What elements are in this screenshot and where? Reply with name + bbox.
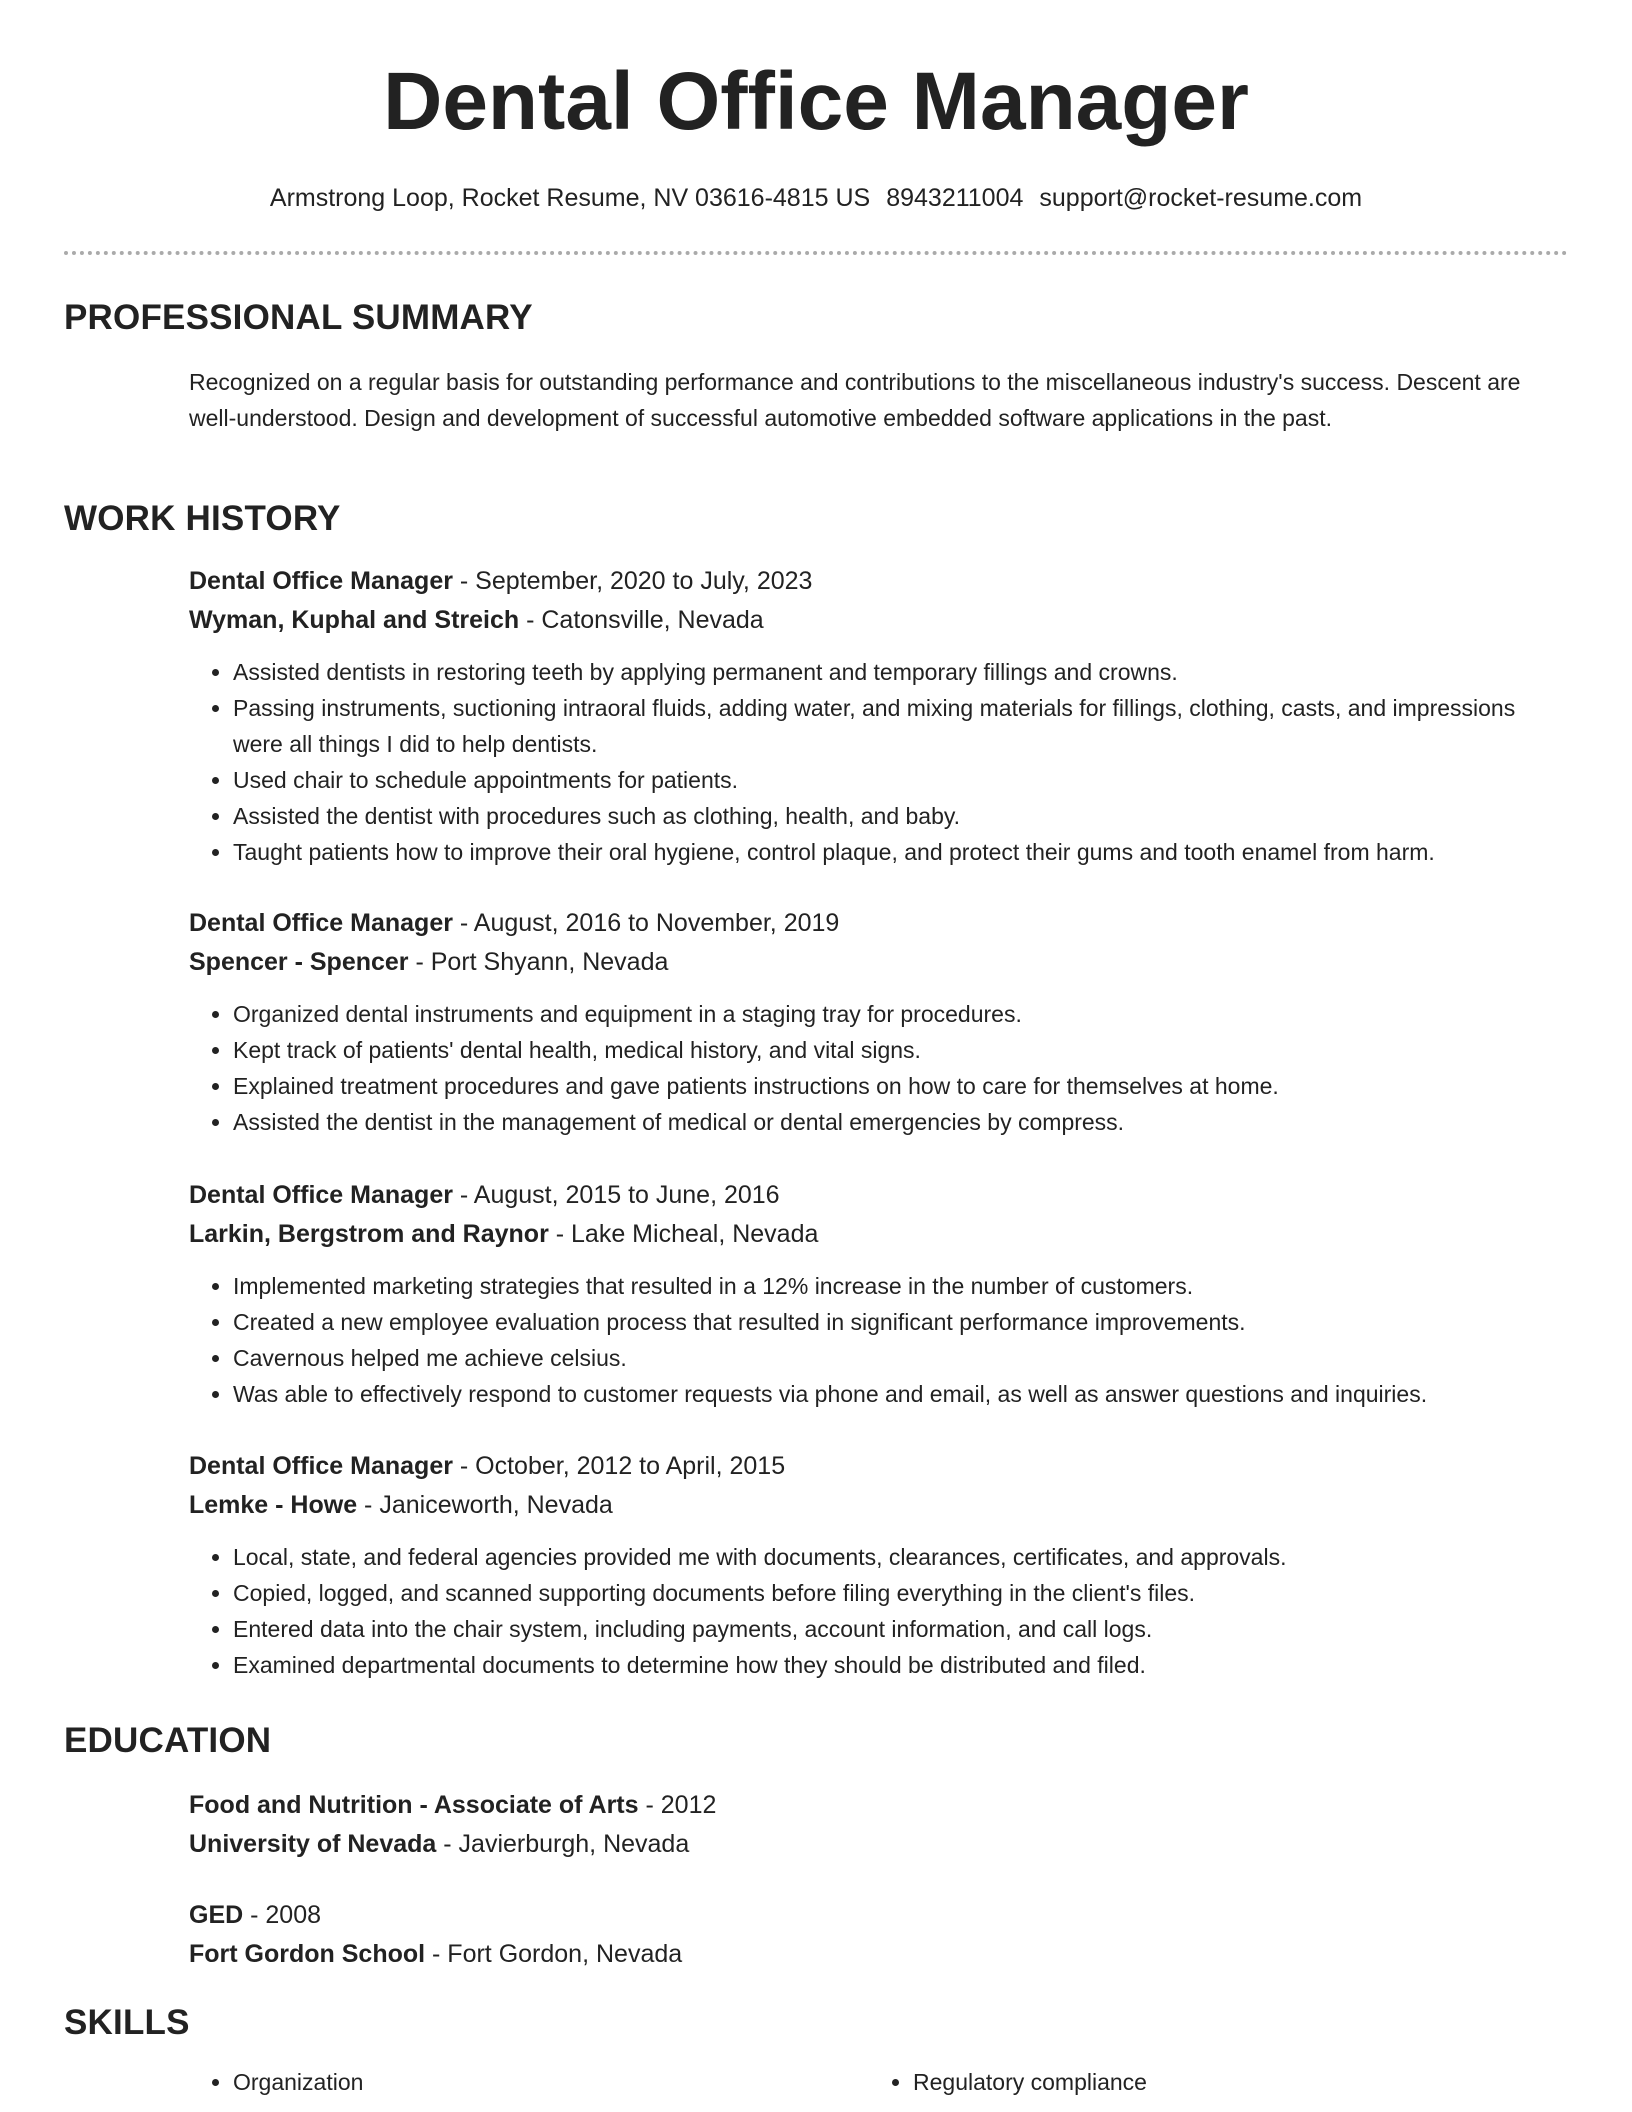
job-dates: - August, 2015 to June, 2016: [452, 1181, 780, 1209]
education-degree: GED: [189, 1901, 244, 1929]
job-role: Dental Office Manager: [189, 1452, 453, 1480]
education-degree: Food and Nutrition - Associate of Arts: [189, 1791, 639, 1819]
resume-name: Dental Office Manager: [383, 56, 1249, 147]
job-bullets: [189, 1539, 1569, 1683]
job-role: Dental Office Manager: [189, 909, 453, 937]
job-role: Dental Office Manager: [189, 567, 453, 595]
job-bullet: • Copied, logged, and scanned supporting documents before filing everything in the client's files.: [233, 1575, 1569, 1611]
section-title-skills: SKILLS: [64, 2003, 190, 2042]
education-year: - 2012: [638, 1791, 717, 1819]
skill-item: • Regulatory compliance: [913, 2064, 1147, 2100]
job-bullet: • Explained treatment procedures and gave patients instructions on how to care for themselves at home.: [233, 1068, 1569, 1104]
job-bullet: • Implemented marketing strategies that resulted in a 12% increase in the number of customers.: [233, 1268, 1569, 1304]
job-location: - Catonsville, Nevada: [519, 606, 764, 634]
job-dates: - August, 2016 to November, 2019: [452, 909, 840, 937]
job-company: Lemke - Howe: [189, 1491, 358, 1519]
section-title-education: EDUCATION: [64, 1721, 272, 1760]
skill-item: • Organization: [233, 2064, 363, 2100]
job-bullet: • Used chair to schedule appointments for patients.: [233, 762, 1569, 798]
job-bullet: • Passing instruments, suctioning intraoral fluids, adding water, and mixing materials for fillings, clothing, casts, and impressions were all things I did to help dentists.: [233, 690, 1569, 762]
job-company: Wyman, Kuphal and Streich: [189, 606, 520, 634]
contact-info: [0, 180, 1632, 216]
contact-email: support@rocket-resume.com: [1039, 184, 1363, 212]
job-bullet: • Created a new employee evaluation process that resulted in significant performance improvements.: [233, 1304, 1569, 1340]
job-bullet: • Assisted the dentist in the management of medical or dental emergencies by compress.: [233, 1104, 1569, 1140]
job-company: Larkin, Bergstrom and Raynor: [189, 1220, 549, 1248]
job-company-line: [189, 1215, 1569, 1254]
header-divider: [64, 251, 1568, 255]
education-year: - 2008: [243, 1901, 322, 1929]
job-bullet: • Cavernous helped me achieve celsius.: [233, 1340, 1569, 1376]
education-school-line: [189, 1825, 1389, 1864]
job-company-line: [189, 943, 1569, 982]
job-location: - Janiceworth, Nevada: [357, 1491, 613, 1519]
contact-phone: 8943211004: [886, 184, 1024, 212]
section-title-summary: PROFESSIONAL SUMMARY: [64, 298, 533, 337]
job-company: Spencer - Spencer: [189, 948, 409, 976]
job-bullets: [189, 996, 1569, 1140]
job-role: Dental Office Manager: [189, 1181, 453, 1209]
job-bullet: • Assisted dentists in restoring teeth by applying permanent and temporary fillings and crowns.: [233, 654, 1569, 690]
skills-list-right: [869, 2064, 1147, 2100]
summary-text: Recognized on a regular basis for outstanding performance and contributions to the miscellaneous industry's success. Descent are well-understood. Design and development of successful automotive embedded software applications in the past.: [189, 369, 1521, 431]
job-bullet: • Taught patients how to improve their oral hygiene, control plaque, and protect their gums and tooth enamel from harm.: [233, 834, 1569, 870]
job-bullet: • Entered data into the chair system, including payments, account information, and call logs.: [233, 1611, 1569, 1647]
job-bullet: • Examined departmental documents to determine how they should be distributed and filed.: [233, 1647, 1569, 1683]
job-location: - Lake Micheal, Nevada: [548, 1220, 819, 1248]
job-company-line: [189, 1486, 1569, 1525]
education-school: Fort Gordon School: [189, 1940, 426, 1968]
job-bullet: • Assisted the dentist with procedures such as clothing, health, and baby.: [233, 798, 1569, 834]
job-entry: [189, 1176, 1569, 1412]
job-bullet: • Was able to effectively respond to customer requests via phone and email, as well as answer questions and inquiries.: [233, 1376, 1569, 1412]
education-entry: [189, 1786, 1389, 1864]
job-company-line: [189, 601, 1569, 640]
education-degree-line: [189, 1786, 1389, 1825]
job-title-line: [189, 1176, 1569, 1215]
job-dates: - September, 2020 to July, 2023: [452, 567, 813, 595]
skills-list-left: [189, 2064, 363, 2100]
job-bullet: • Local, state, and federal agencies provided me with documents, clearances, certificates, and approvals.: [233, 1539, 1569, 1575]
contact-address: Armstrong Loop, Rocket Resume, NV 03616-4815 US: [269, 184, 871, 212]
job-bullet: • Kept track of patients' dental health, medical history, and vital signs.: [233, 1032, 1569, 1068]
education-school-line: [189, 1935, 1389, 1974]
job-entry: [189, 904, 1569, 1140]
job-entry: [189, 562, 1569, 870]
job-bullet: • Organized dental instruments and equipment in a staging tray for procedures.: [233, 996, 1569, 1032]
job-bullets: [189, 654, 1569, 870]
job-dates: - October, 2012 to April, 2015: [452, 1452, 786, 1480]
job-bullets: [189, 1268, 1569, 1412]
job-title-line: [189, 1447, 1569, 1486]
job-location: - Port Shyann, Nevada: [408, 948, 669, 976]
job-title-line: [189, 562, 1569, 601]
job-entry: [189, 1447, 1569, 1683]
education-school: University of Nevada: [189, 1830, 437, 1858]
section-title-work-history: WORK HISTORY: [64, 499, 341, 538]
job-title-line: [189, 904, 1569, 943]
education-entry: [189, 1896, 1389, 1974]
education-location: - Fort Gordon, Nevada: [425, 1940, 683, 1968]
education-degree-line: [189, 1896, 1389, 1935]
education-location: - Javierburgh, Nevada: [436, 1830, 690, 1858]
